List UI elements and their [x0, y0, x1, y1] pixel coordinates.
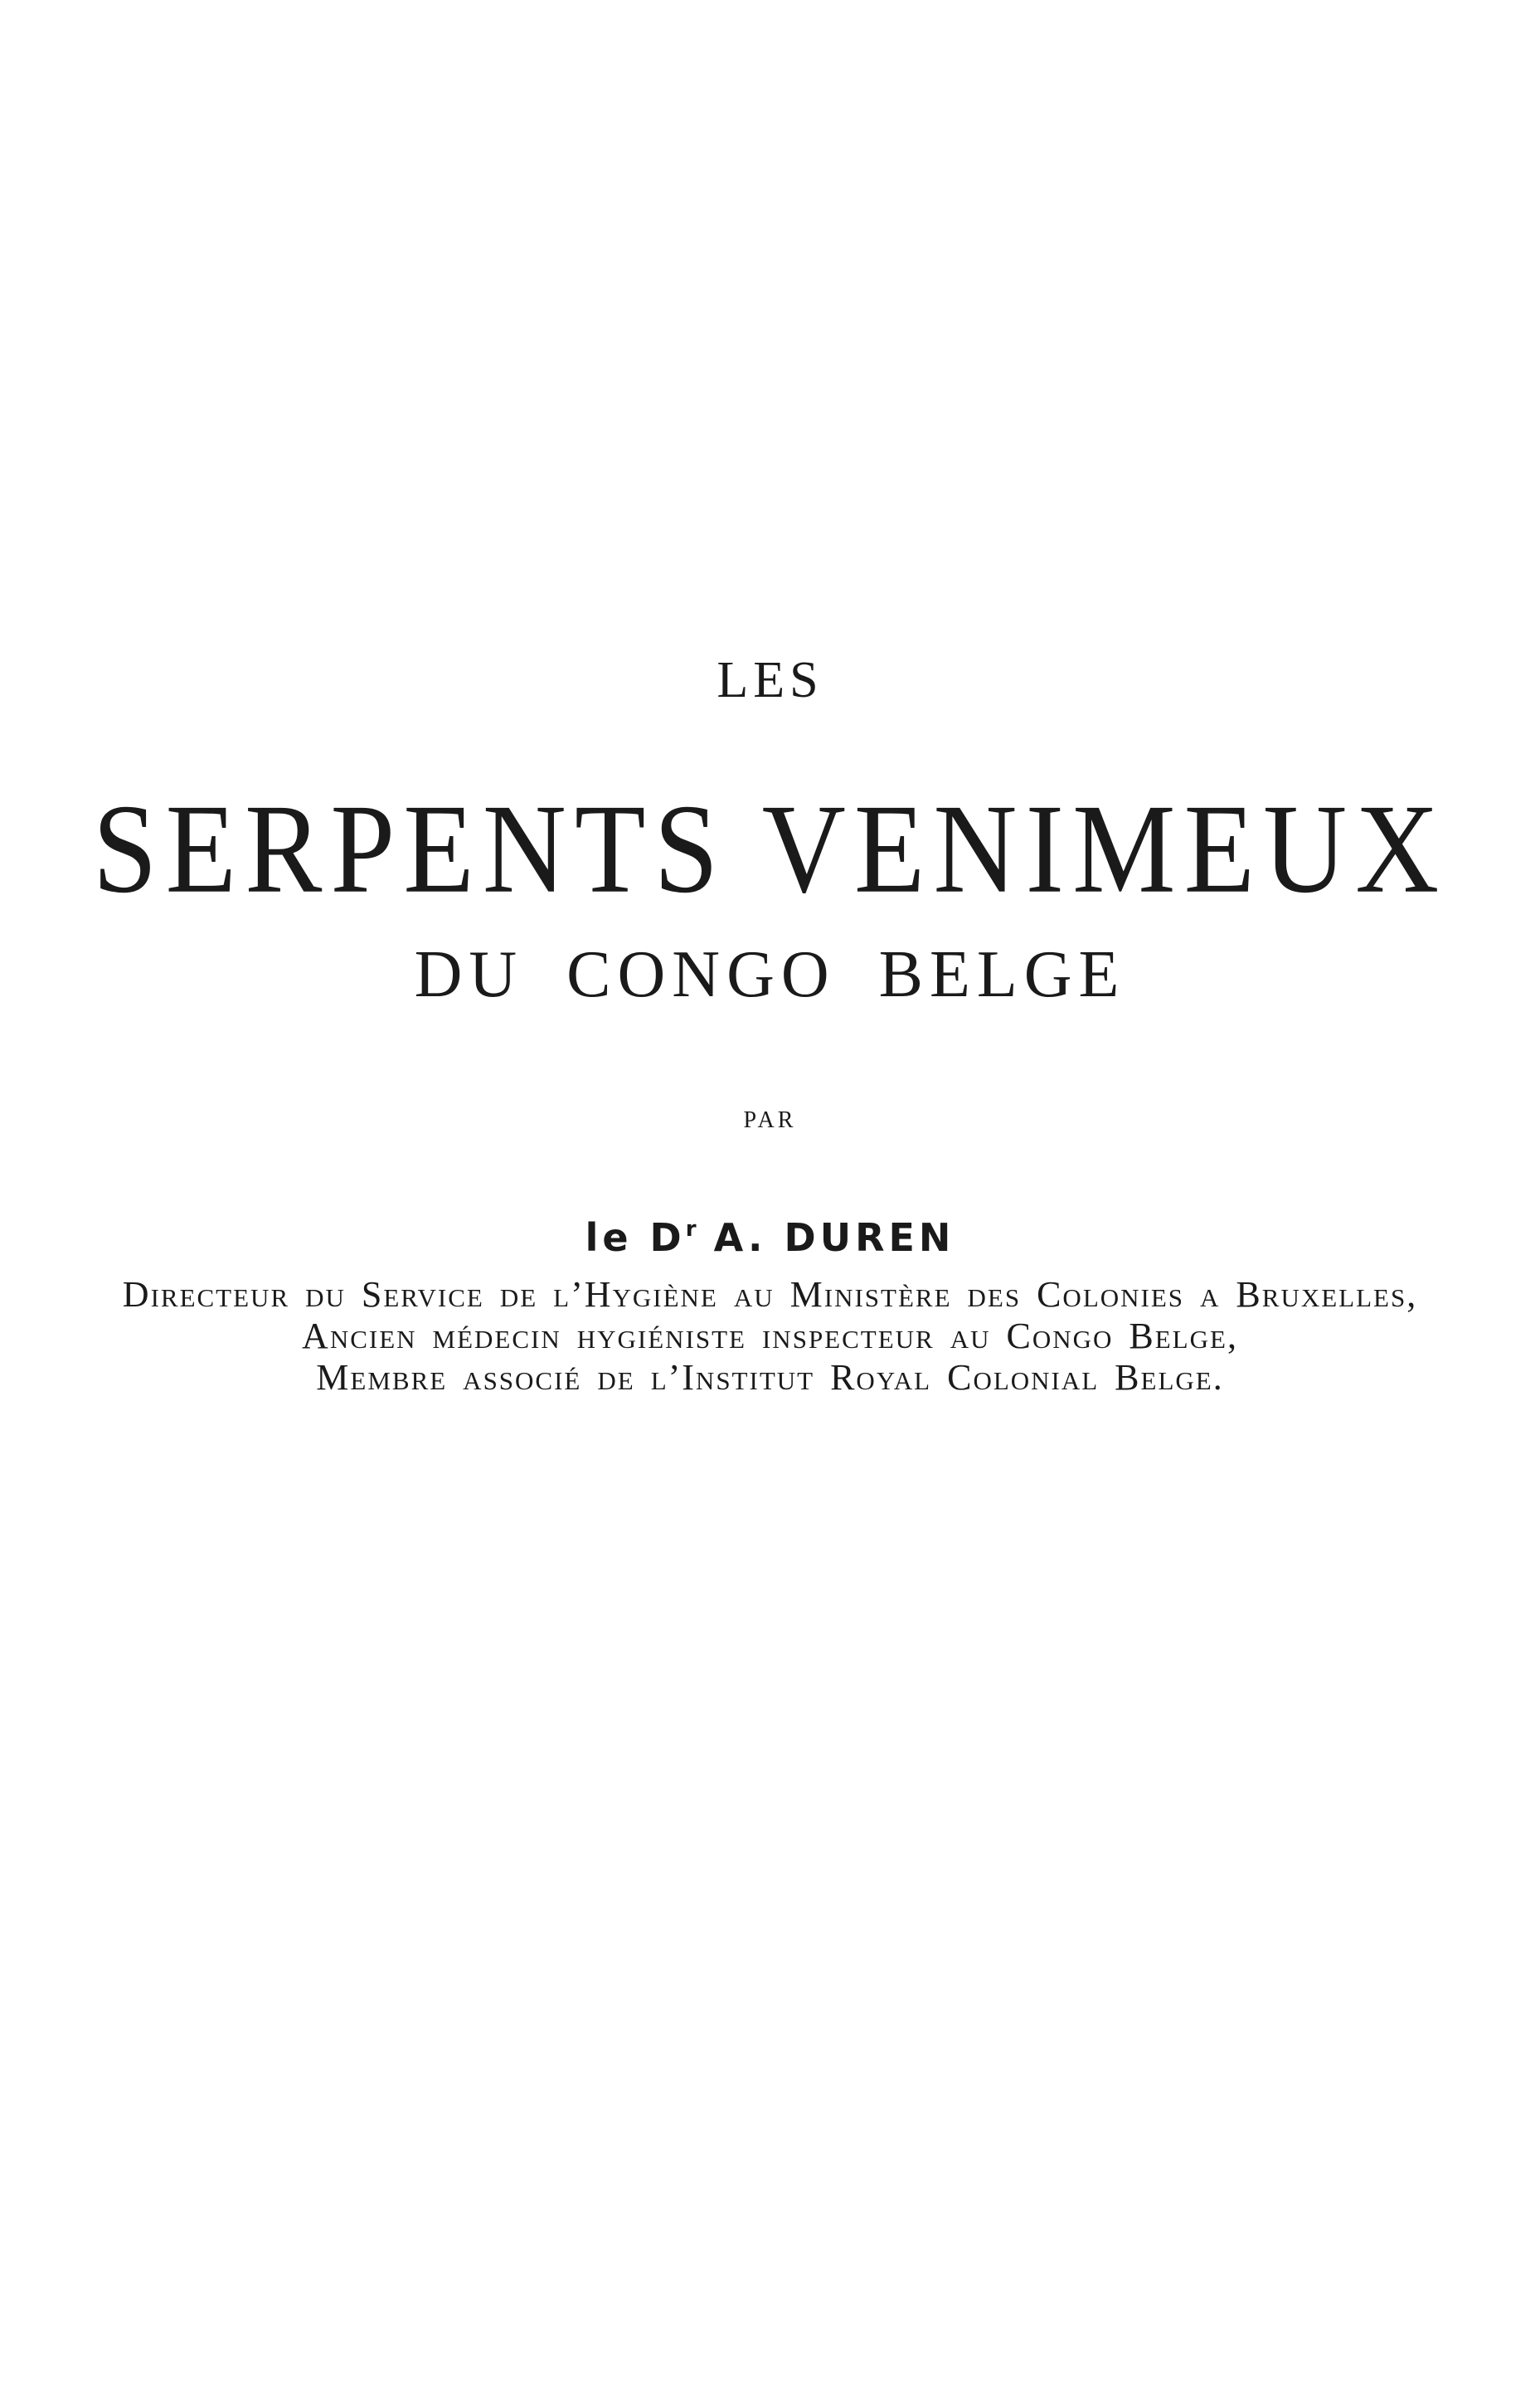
book-title: SERPENTS VENIMEUX — [92, 778, 1448, 920]
book-subtitle: DU CONGO BELGE — [414, 938, 1126, 1011]
pre-title: LES — [717, 652, 823, 708]
author-name — [0, 1215, 1540, 1260]
author-prefix-superscript: r — [685, 1217, 697, 1242]
author-prefix: le D — [585, 1215, 686, 1260]
author-credential: Membre associé de l’Institut Royal Colonial Belge. — [316, 1357, 1224, 1398]
author-surname: A. DUREN — [713, 1215, 955, 1260]
by-line: PAR — [743, 1107, 797, 1133]
author-credential: Directeur du Service de l’Hygiène au Ministère des Colonies a Bruxelles, — [122, 1274, 1418, 1315]
author-credential: Ancien médecin hygiéniste inspecteur au Congo Belge, — [302, 1316, 1238, 1356]
